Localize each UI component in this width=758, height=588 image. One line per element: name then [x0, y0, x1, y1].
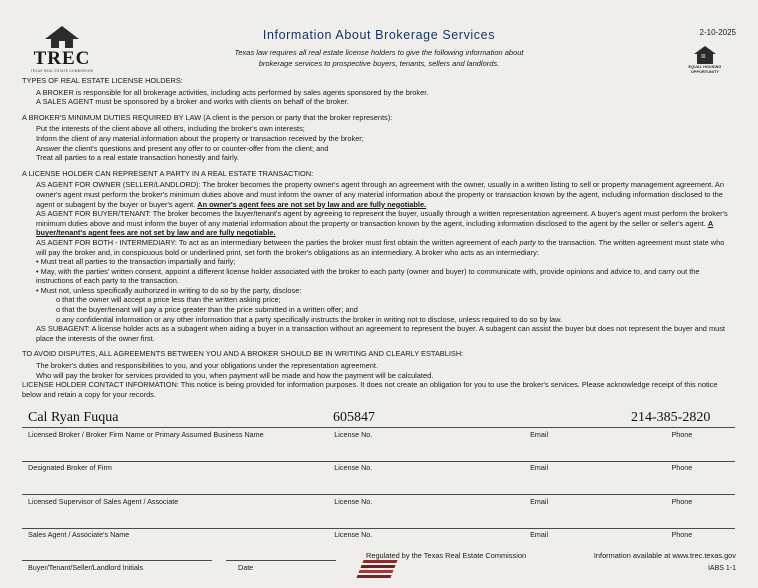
contact-info-text: This notice is being provided for information purposes. It does not create an obligation for you to use the broker's services. Please acknowledge receipt of this notice below and retain a copy for your records.: [22, 380, 718, 399]
represent-heading: A LICENSE HOLDER CAN REPRESENT A PARTY IN A REAL ESTATE TRANSACTION:: [22, 168, 314, 178]
intermediary-label: AS AGENT FOR BOTH - INTERMEDIARY:: [36, 237, 177, 247]
supervisor-email-input[interactable]: [445, 480, 625, 495]
broker-firm-name-value: Cal Ryan Fuqua: [28, 410, 119, 426]
agent-for-buyer-paragraph: [22, 209, 736, 238]
sales-agent-email-label: Email: [530, 530, 549, 540]
supervisor-phone-label: Phone: [671, 496, 693, 506]
eho-label-line2: OPPORTUNITY: [690, 70, 720, 75]
date-label: Date: [238, 562, 254, 572]
house-body-icon: [51, 39, 73, 48]
duties-item-2: Inform the client of any material information about the property or transaction received by the broker;: [36, 133, 364, 143]
form-row-labels: [22, 462, 736, 473]
subagent-text: A license holder acts as a subagent when aiding a buyer in a transaction without an agreement to represent the buyer. A subagent can assist the buyer but does not represent the buyer and must place the interests of the owner first.: [36, 324, 725, 343]
form-row: [22, 406, 736, 428]
designated-broker-phone-input[interactable]: [625, 447, 735, 462]
form-id-label: IABS 1-1: [707, 565, 736, 573]
contact-info-paragraph: [22, 380, 736, 399]
page-subtitle-line1: Texas law requires all real estate license holders to give the following information about: [234, 48, 524, 57]
avoid-disputes-heading: TO AVOID DISPUTES, ALL AGREEMENTS BETWEEN YOU AND A BROKER SHOULD BE IN WRITING AND CLEARLY ESTABLISH:: [22, 349, 464, 359]
intermediary-subbullet-2-text: that the buyer/tenant will pay a price greater than the price submitted in a written offer; and: [62, 305, 358, 315]
title-block: [150, 28, 608, 69]
intermediary-text-2: to the transaction. The written agreement must state who will pay the broker and, in conspicuous bold or underlined print, set forth the broker's obligations as an intermediary. A broker who acts as an intermediary:: [36, 237, 725, 257]
broker-phone-input[interactable]: [625, 406, 735, 428]
form-row: [22, 447, 736, 462]
seal-bar-1: [362, 560, 397, 563]
intermediary-subbullet-3-text: any confidential information or any other information that a party specifically instructs the broker in writing not to disclose, unless required to do so by law.: [62, 314, 563, 324]
broker-phone-value: 214-385-2820: [631, 410, 711, 426]
supervisor-phone-input[interactable]: [625, 480, 735, 495]
intermediary-subbullet-1-text: that the owner will accept a price less than the written asking price;: [62, 295, 281, 305]
intermediary-bullet-3-text: Must not, unless specifically authorized in writing to do so by the party, disclose:: [40, 285, 302, 295]
sales-agent-license-no-label: License No.: [334, 530, 373, 540]
eho-base-icon: [697, 54, 713, 64]
broker-phone-label: Phone: [671, 429, 693, 439]
form-row: [22, 514, 736, 529]
form-row-labels: [22, 495, 736, 506]
seal-bar-3: [358, 570, 393, 573]
types-item-1: A BROKER is responsible for all brokerage activities, including acts performed by sales agents sponsored by the broker.: [36, 87, 429, 97]
sales-agent-email-input[interactable]: [445, 514, 625, 529]
avoid-disputes-item-1: The broker's duties and responsibilities to you, and your obligations under the representation agreement.: [36, 361, 378, 371]
sales-agent-name-label: Sales Agent / Associate's Name: [28, 530, 130, 540]
designated-broker-email-input[interactable]: [445, 447, 625, 462]
designated-broker-name-label: Designated Broker of Firm: [28, 463, 112, 473]
seal-bar-2: [360, 565, 395, 568]
intermediary-subbullet-2: o that the buyer/tenant will pay a price greater than the price submitted in a written offer; and: [56, 305, 358, 315]
supervisor-license-no-label: License No.: [334, 496, 373, 506]
form-row-labels: [22, 529, 736, 540]
agent-for-buyer-emphasis: A buyer/tenant's agent fees are not set by law and are fully negotiable.: [36, 218, 714, 238]
page-subtitle-line2: brokerage services to prospective buyers, tenants, sellers and landlords.: [258, 59, 500, 68]
agent-for-owner-emphasis: An owner's agent fees are not set by law and are fully negotiable.: [197, 199, 427, 209]
types-heading: TYPES OF REAL ESTATE LICENSE HOLDERS:: [22, 76, 183, 85]
avoid-disputes-item-2: Who will pay the broker for services provided to you, when payment will be made and how the payment will be calculated.: [36, 370, 434, 380]
form-row: [22, 480, 736, 495]
intermediary-bullet-1: • Must treat all parties to the transaction impartially and fairly;: [36, 257, 236, 267]
broker-license-no-label: License No.: [334, 429, 373, 439]
intermediary-italic: each party: [501, 237, 536, 247]
sales-agent-license-no-input[interactable]: [327, 514, 445, 529]
subagent-label: AS SUBAGENT:: [36, 324, 90, 334]
trec-seal-icon: [357, 556, 401, 582]
agent-for-owner-label: AS AGENT FOR OWNER (SELLER/LANDLORD):: [36, 180, 201, 190]
agent-for-owner-paragraph: [22, 180, 736, 209]
date-input[interactable]: [226, 547, 336, 561]
date-field-wrap: [226, 547, 336, 561]
duties-item-4: Treat all parties to a real estate transaction honestly and fairly.: [36, 153, 239, 163]
agent-for-buyer-text: The broker becomes the buyer/tenant's agent by agreeing to represent the buyer, usually through a written representation agreement. A buyer's agent must perform the broker's minimum duties above and must inform the buyer of any material information about the property or transaction known by the agent, including information disclosed to the agent by the seller or seller's agent.: [36, 209, 728, 228]
broker-email-label: Email: [530, 429, 549, 439]
license-holder-form: [0, 406, 758, 539]
broker-license-no-input[interactable]: [327, 406, 445, 428]
designated-broker-name-input[interactable]: [22, 447, 327, 462]
sales-agent-phone-label: Phone: [671, 530, 693, 540]
info-available-text: Information available at www.trec.texas.gov: [593, 551, 736, 561]
intermediary-subbullet-1: o that the owner will accept a price less than the written asking price;: [56, 295, 281, 305]
trec-logo-text: TREC: [33, 48, 91, 69]
intermediary-bullet-2-text: May, with the parties' written consent, appoint a different license holder associated with the broker to each party (owner and buyer) to communicate with, provide opinions and advice to, and carry out the instructions of each party to the transaction.: [36, 266, 700, 286]
supervisor-name-input[interactable]: [22, 480, 327, 495]
supervisor-name-label: Licensed Supervisor of Sales Agent / Associate: [28, 496, 179, 506]
document-body: [0, 76, 758, 399]
intermediary-bullet-2: • May, with the parties' written consent, appoint a different license holder associated with the broker to each party (owner and buyer) to communicate with, provide opinions and advice to, and carry out the instructions of each party to the transaction.: [36, 266, 700, 286]
intermediary-subbullet-3: o any confidential information or any other information that a party specifically instructs the broker in writing not to disclose, unless required to do so by law.: [56, 314, 563, 324]
form-row-labels: [22, 428, 736, 439]
sales-agent-phone-input[interactable]: [625, 514, 735, 529]
intermediary-bullet-1-text: Must treat all parties to the transaction impartially and fairly;: [40, 257, 236, 267]
contact-info-label: LICENSE HOLDER CONTACT INFORMATION:: [22, 380, 179, 390]
house-roof-icon: [45, 26, 79, 39]
designated-broker-phone-label: Phone: [671, 463, 693, 473]
regulated-by-text: Regulated by the Texas Real Estate Commission: [366, 551, 527, 561]
intermediary-paragraph: [22, 238, 736, 257]
sales-agent-name-input[interactable]: [22, 514, 327, 529]
agent-for-owner-text: The broker becomes the property owner's agent through an agreement with the owner, usually in a written listing to sell or property management agreement. An owner's agent must perform the broker's minimum duties above and must inform the owner of any material information about the property or transaction known by the agent, including information disclosed to the agent or subagent by the buyer or buyer's agent.: [36, 180, 724, 209]
designated-broker-license-no-input[interactable]: [327, 447, 445, 462]
designated-broker-license-no-label: License No.: [334, 463, 373, 473]
duties-item-1: Put the interests of the client above all others, including the broker's own interests;: [36, 124, 305, 134]
trec-logo-subtext: TEXAS REAL ESTATE COMMISSION: [30, 69, 94, 73]
broker-firm-name-input[interactable]: [22, 406, 327, 428]
initials-input[interactable]: [22, 547, 212, 561]
duties-heading: A BROKER'S MINIMUM DUTIES REQUIRED BY LAW (A client is the person or party that the broker represents):: [22, 112, 393, 122]
subagent-paragraph: [22, 324, 736, 343]
supervisor-email-label: Email: [530, 496, 549, 506]
revision-date: 2-10-2025: [699, 28, 736, 37]
agent-for-buyer-label: AS AGENT FOR BUYER/TENANT:: [36, 209, 151, 219]
page-title: Information About Brokerage Services: [262, 28, 496, 42]
intermediary-text-1: To act as an intermediary between the parties the broker must first obtain the written agreement of: [177, 237, 502, 247]
seal-bar-4: [356, 575, 391, 578]
duties-item-3: Answer the client's questions and present any offer to or counter-offer from the client; and: [36, 143, 329, 153]
equal-housing-opportunity-logo: [682, 46, 728, 75]
types-item-2: A SALES AGENT must be sponsored by a broker and works with clients on behalf of the broker.: [36, 97, 349, 107]
intermediary-bullet-3: • Must not, unless specifically authorized in writing to do so by the party, disclose:: [36, 285, 302, 295]
eho-label-line1: EQUAL HOUSING: [688, 65, 722, 69]
initials-field-wrap: [22, 547, 212, 561]
initials-label: Buyer/Tenant/Seller/Landlord Initials: [28, 562, 144, 572]
document-header: [0, 0, 758, 75]
broker-license-no-value: 605847: [333, 410, 375, 426]
broker-firm-name-label: Licensed Broker / Broker Firm Name or Primary Assumed Business Name: [28, 429, 264, 439]
designated-broker-email-label: Email: [530, 463, 549, 473]
supervisor-license-no-input[interactable]: [327, 480, 445, 495]
broker-email-input[interactable]: [445, 406, 625, 428]
trec-logo: [26, 26, 98, 73]
